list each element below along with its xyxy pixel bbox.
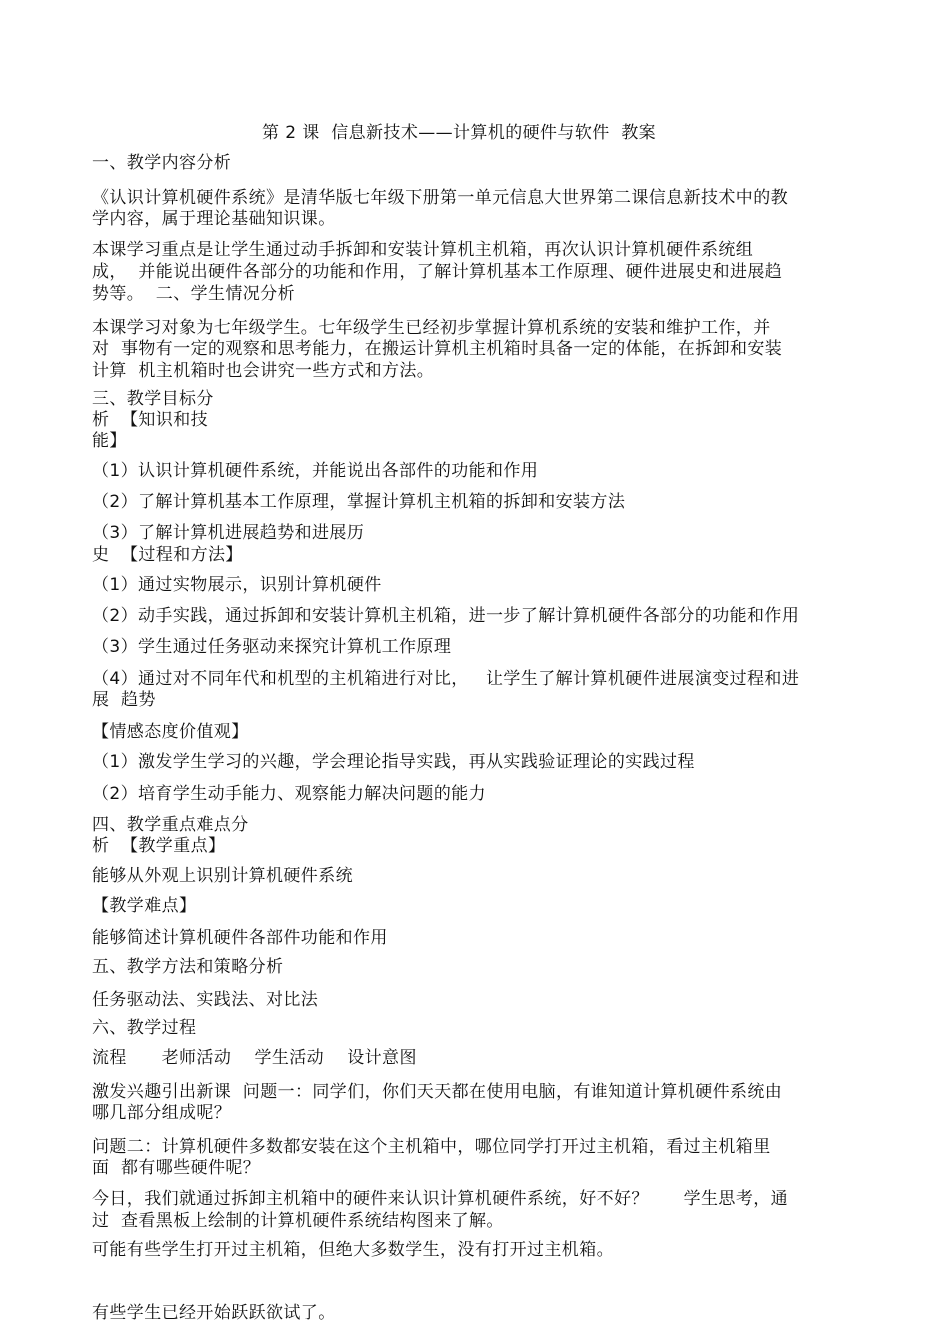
text-line: 任务驱动法、实践法、对比法 <box>92 990 319 1010</box>
text-line: 成， 并能说出硬件各部分的功能和作用，了解计算机基本工作原理、硬件进展史和进展趋 <box>92 262 783 282</box>
section-heading-methods: 五、教学方法和策略分析 <box>92 957 284 977</box>
list-item: （3）学生通过任务驱动来探究计算机工作原理 <box>92 637 452 657</box>
section-heading-objectives: 三、教学目标分 <box>92 389 214 409</box>
process-table-header: 流程 老师活动 学生活动 设计意图 <box>92 1048 417 1068</box>
list-item: （2）动手实践，通过拆卸和安装计算机主机箱，进一步了解计算机硬件各部分的功能和作用 <box>92 606 800 626</box>
text-line: 哪几部分组成呢？ <box>92 1103 232 1123</box>
text-line: 《认识计算机硬件系统》是清华版七年级下册第一单元信息大世界第二课信息新技术中的教 <box>92 188 788 208</box>
subheading: 【情感态度价值观】 <box>92 722 249 742</box>
subheading: 【教学难点】 <box>92 896 197 916</box>
text-line: 面 都有哪些硬件呢？ <box>92 1158 261 1178</box>
text-line: 能】 <box>92 431 127 451</box>
text-line: 本课学习重点是让学生通过动手拆卸和安装计算机主机箱，再次认识计算机硬件系统组 <box>92 240 754 260</box>
list-item: （2）培育学生动手能力、观察能力解决问题的能力 <box>92 784 487 804</box>
text-line: 计算 机主机箱时也会讲究一些方式和方法。 <box>92 361 435 381</box>
text-line: 史 【过程和方法】 <box>92 545 243 565</box>
text-line: 过 查看黑板上绘制的计算机硬件系统结构图来了解。 <box>92 1211 504 1231</box>
list-item: （1）认识计算机硬件系统，并能说出各部件的功能和作用 <box>92 461 539 481</box>
text-line: 对 事物有一定的观察和思考能力，在搬运计算机主机箱时具备一定的体能，在拆卸和安装 <box>92 339 783 359</box>
text-line: 能够从外观上识别计算机硬件系统 <box>92 866 353 886</box>
text-line: 可能有些学生打开过主机箱，但绝大多数学生，没有打开过主机箱。 <box>92 1240 614 1260</box>
list-item: （1）通过实物展示，识别计算机硬件 <box>92 575 382 595</box>
text-line: 激发兴趣引出新课 问题一：同学们，你们天天都在使用电脑，有谁知道计算机硬件系统由 <box>92 1082 783 1102</box>
list-item: （2）了解计算机基本工作原理，掌握计算机主机箱的拆卸和安装方法 <box>92 492 626 512</box>
section-heading-content-analysis: 一、教学内容分析 <box>92 153 232 173</box>
list-item: （1）激发学生学习的兴趣，学会理论指导实践，再从实践验证理论的实践过程 <box>92 752 695 772</box>
section-heading-process: 六、教学过程 <box>92 1018 197 1038</box>
document-title: 第 2 课 信息新技术——计算机的硬件与软件 教案 <box>262 123 657 143</box>
text-line: 势等。 二、学生情况分析 <box>92 284 296 304</box>
text-line: 析 【知识和技 <box>92 410 209 430</box>
text-line: 问题二：计算机硬件多数都安装在这个主机箱中，哪位同学打开过主机箱，看过主机箱里 <box>92 1137 771 1157</box>
text-line: 学内容，属于理论基础知识课。 <box>92 209 336 229</box>
text-line: 本课学习对象为七年级学生。七年级学生已经初步掌握计算机系统的安装和维护工作，并 <box>92 318 771 338</box>
list-item: （4）通过对不同年代和机型的主机箱进行对比， 让学生了解计算机硬件进展演变过程和进 <box>92 669 800 689</box>
text-line: 能够简述计算机硬件各部件功能和作用 <box>92 928 388 948</box>
section-heading-key-points: 四、教学重点难点分 <box>92 815 249 835</box>
text-line: 有些学生已经开始跃跃欲试了。 <box>92 1303 336 1323</box>
text-line: 今日，我们就通过拆卸主机箱中的硬件来认识计算机硬件系统，好不好？ 学生思考，通 <box>92 1189 789 1209</box>
list-item: （3）了解计算机进展趋势和进展历 <box>92 523 365 543</box>
text-line: 展 趋势 <box>92 690 156 710</box>
text-line: 析 【教学重点】 <box>92 836 226 856</box>
